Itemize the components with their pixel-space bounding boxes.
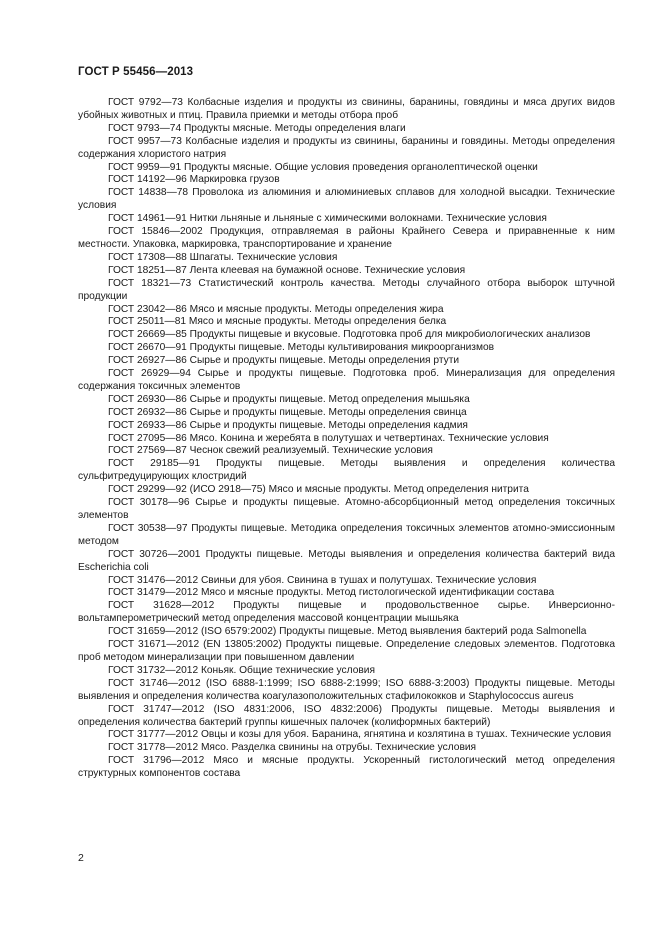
reference-entry: ГОСТ 31746—2012 (ISO 6888-1:1999; ISO 6888-2:1999; ISO 6888-3:2003) Продукты пищевые. Методы выявления и определения количества коагулазоположительных стафилококков и Staphylococcus aureus bbox=[78, 677, 615, 702]
reference-entry: ГОСТ 26929—94 Сырье и продукты пищевые. Подготовка проб. Минерализация для определения содержания токсичных элементов bbox=[78, 368, 615, 392]
reference-list bbox=[78, 97, 615, 781]
reference-entry: ГОСТ 23042—86 Мясо и мясные продукты. Методы определения жира bbox=[108, 303, 444, 315]
reference-entry: ГОСТ 29299—92 (ИСО 2918—75) Мясо и мясные продукты. Метод определения нитрита bbox=[108, 484, 529, 496]
reference-entry: ГОСТ 30178—96 Сырье и продукты пищевые. Атомно-абсорбционный метод определения токсичных элементов bbox=[78, 497, 615, 521]
reference-entry: ГОСТ 26932—86 Сырье и продукты пищевые. Методы определения свинца bbox=[108, 406, 467, 418]
reference-entry: ГОСТ 14838—78 Проволока из алюминия и алюминиевых сплавов для холодной высадки. Технические условия bbox=[78, 187, 615, 212]
reference-entry: ГОСТ 9793—74 Продукты мясные. Методы определения влаги bbox=[108, 122, 406, 134]
reference-entry: ГОСТ 31671—2012 (EN 13805:2002) Продукты пищевые. Определение следовых элементов. Подготовка проб методом минерализации при повышенном давлении bbox=[78, 639, 615, 663]
reference-entry: ГОСТ 31747—2012 (ISO 4831:2006, ISO 4832:2006) Продукты пищевые. Методы выявления и определения количества бактерий группы кишечных палочек (колиформных бактерий) bbox=[78, 703, 615, 728]
reference-entry: ГОСТ 9959—91 Продукты мясные. Общие условия проведения органолептической оценки bbox=[108, 161, 538, 173]
reference-entry: ГОСТ 31659—2012 (ISO 6579:2002) Продукты пищевые. Метод выявления бактерий рода Salmonella bbox=[108, 626, 587, 638]
reference-entry: ГОСТ 17308—88 Шпагаты. Технические условия bbox=[108, 251, 338, 263]
reference-entry: ГОСТ 31479—2012 Мясо и мясные продукты. Метод гистологической идентификации состава bbox=[108, 587, 555, 599]
reference-entry: ГОСТ 26669—85 Продукты пищевые и вкусовые. Подготовка проб для микробиологических анализов bbox=[108, 329, 591, 341]
reference-entry: ГОСТ 25011—81 Мясо и мясные продукты. Методы определения белка bbox=[108, 316, 447, 328]
reference-entry: ГОСТ 26927—86 Сырье и продукты пищевые. Методы определения ртути bbox=[108, 355, 460, 367]
reference-entry: ГОСТ 9957—73 Колбасные изделия и продукты из свинины, баранины и говядины. Методы определения содержания хлористого натрия bbox=[78, 135, 615, 160]
reference-entry: ГОСТ 9792—73 Колбасные изделия и продукты из свинины, баранины, говядины и мяса других видов убойных животных и птиц. Правила приемки и методы отбора проб bbox=[78, 97, 615, 121]
reference-entry: ГОСТ 18321—73 Статистический контроль качества. Методы случайного отбора выборок штучной продукции bbox=[78, 277, 615, 302]
reference-entry: ГОСТ 30726—2001 Продукты пищевые. Методы выявления и определения количества бактерий вида Escherichia coli bbox=[78, 548, 615, 573]
reference-entry: ГОСТ 29185—91 Продукты пищевые. Методы выявления и определения количества сульфитредуцирующих клостридий bbox=[78, 458, 615, 483]
reference-entry: ГОСТ 31796—2012 Мясо и мясные продукты. Ускоренный гистологический метод определения структурных компонентов состава bbox=[78, 755, 615, 780]
reference-entry: ГОСТ 26670—91 Продукты пищевые. Методы культивирования микроорганизмов bbox=[108, 342, 495, 354]
reference-entry: ГОСТ 18251—87 Лента клеевая на бумажной основе. Технические условия bbox=[108, 264, 466, 276]
reference-entry: ГОСТ 27569—87 Чеснок свежий реализуемый. Технические условия bbox=[108, 445, 433, 457]
reference-entry: ГОСТ 26933—86 Сырье и продукты пищевые. Методы определения кадмия bbox=[108, 419, 468, 431]
reference-entry: ГОСТ 26930—86 Сырье и продукты пищевые. Метод определения мышьяка bbox=[108, 393, 470, 405]
reference-entry: ГОСТ 31732—2012 Коньяк. Общие технические условия bbox=[108, 664, 375, 676]
reference-entry: ГОСТ 31778—2012 Мясо. Разделка свинины на отрубы. Технические условия bbox=[108, 742, 477, 754]
document-header: ГОСТ Р 55456—2013 bbox=[78, 66, 194, 78]
reference-entry: ГОСТ 31476—2012 Свиньи для убоя. Свинина в тушах и полутушах. Технические условия bbox=[108, 574, 537, 586]
reference-entry: ГОСТ 14961—91 Нитки льняные и льняные с химическими волокнами. Технические условия bbox=[108, 213, 547, 225]
reference-entry: ГОСТ 14192—96 Маркировка грузов bbox=[108, 174, 280, 186]
page-number: 2 bbox=[78, 852, 84, 864]
reference-entry: ГОСТ 31777—2012 Овцы и козы для убоя. Баранина, ягнятина и козлятина в тушах. Технические условия bbox=[108, 729, 612, 741]
reference-entry: ГОСТ 30538—97 Продукты пищевые. Методика определения токсичных элементов атомно-эмиссионным методом bbox=[78, 522, 615, 547]
reference-entry: ГОСТ 15846—2002 Продукция, отправляемая в районы Крайнего Севера и приравненные к ним местности. Упаковка, маркировка, транспортирование и хранение bbox=[78, 226, 615, 250]
reference-entry: ГОСТ 27095—86 Мясо. Конина и жеребята в полутушах и четвертинах. Технические условия bbox=[108, 432, 549, 444]
reference-entry: ГОСТ 31628—2012 Продукты пищевые и продовольственное сырье. Инверсионно-вольтамперометрический метод определения массовой концентрации мышьяка bbox=[78, 600, 615, 625]
